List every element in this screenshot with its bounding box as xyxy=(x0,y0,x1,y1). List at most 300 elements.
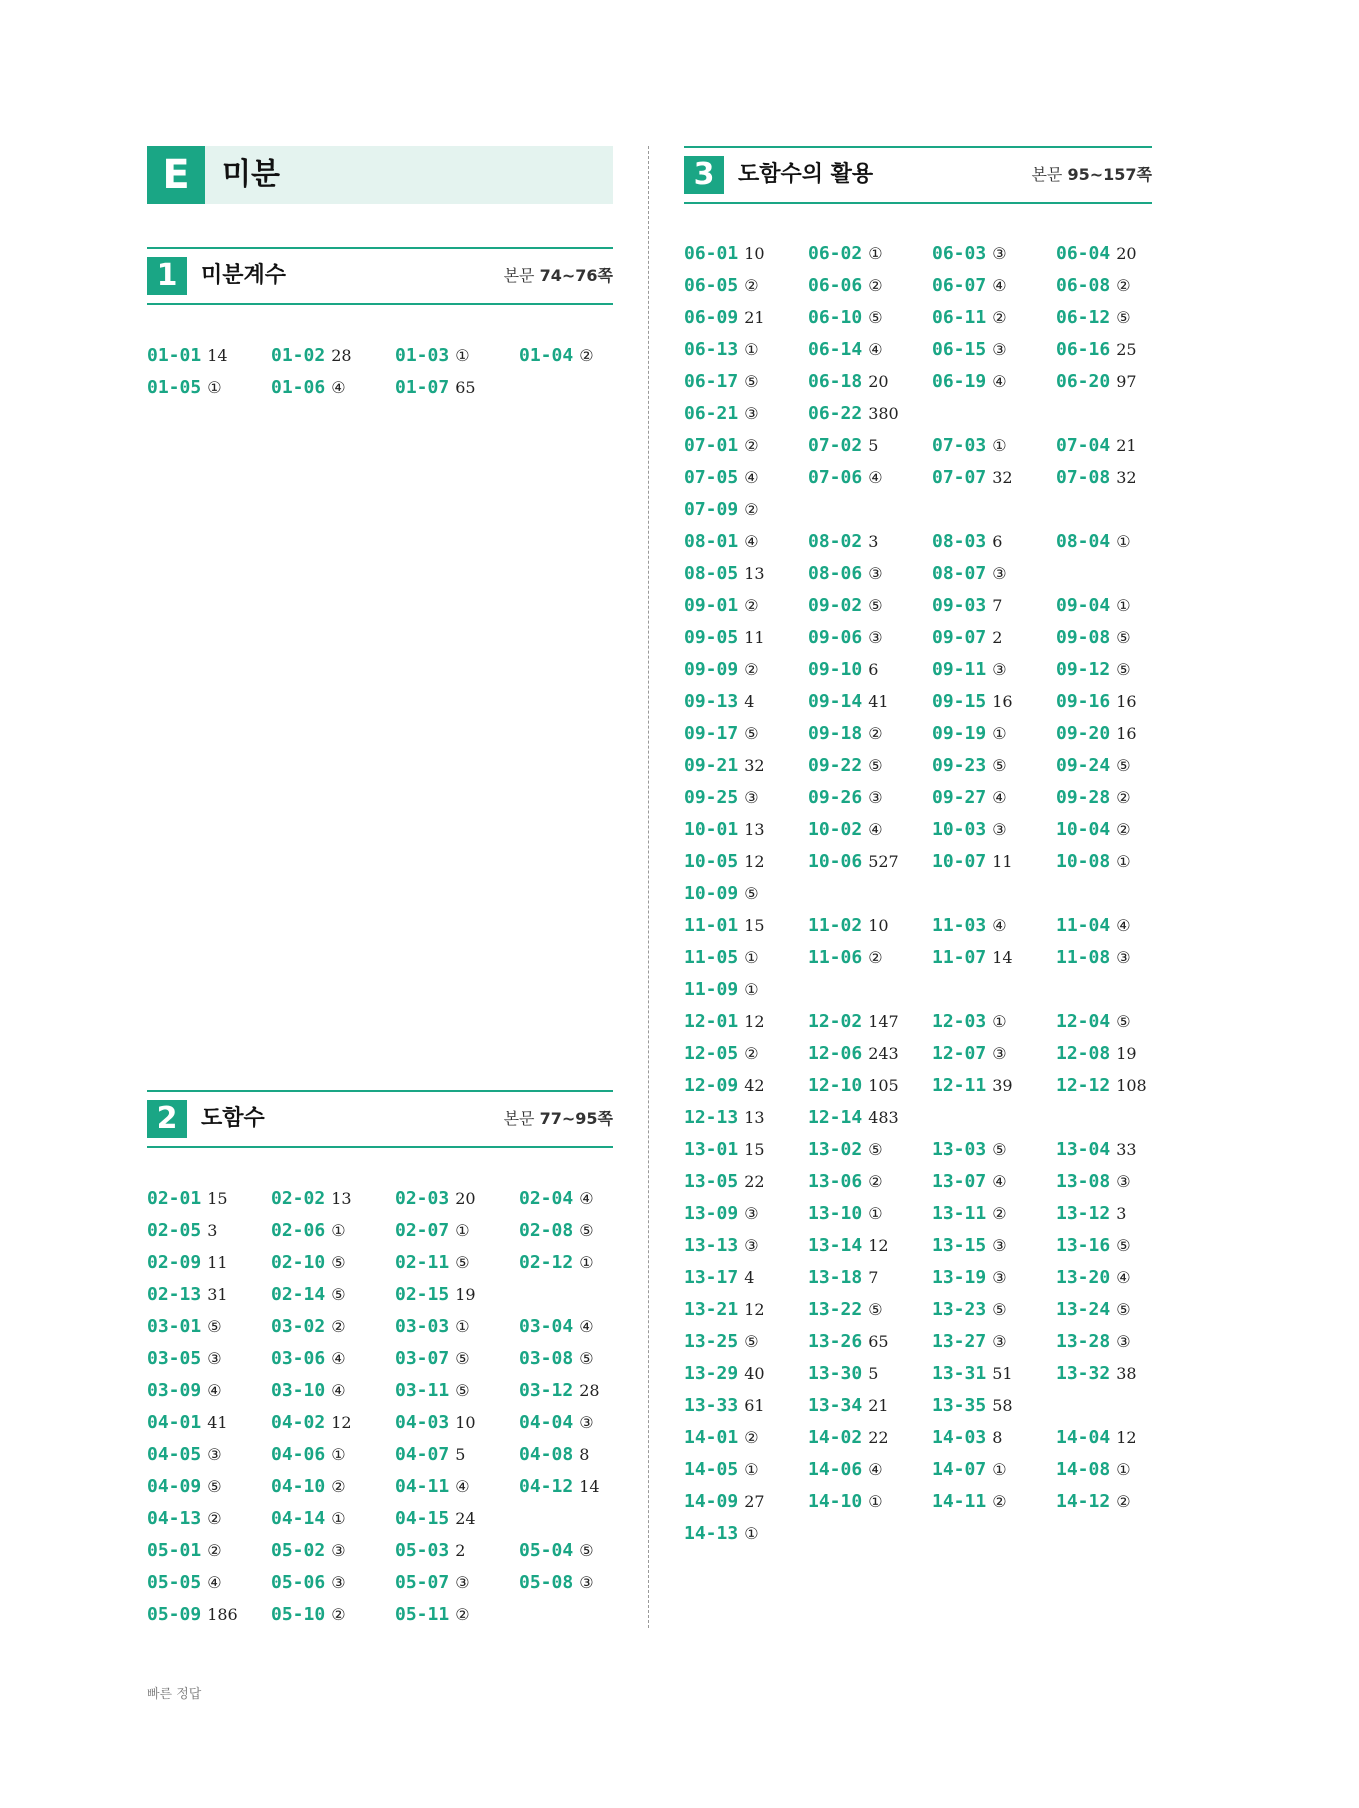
answer-value: 58 xyxy=(992,1396,1013,1415)
answer-item xyxy=(932,1486,1056,1518)
answer-item xyxy=(684,270,808,302)
answer-value: 22 xyxy=(744,1172,765,1191)
problem-number: 04-14 xyxy=(271,1508,326,1529)
problem-number: 12-03 xyxy=(932,1011,987,1032)
problem-number: 02-05 xyxy=(147,1220,202,1241)
answer-value: 65 xyxy=(868,1332,889,1351)
answer-item xyxy=(147,372,271,404)
answer-value: ② xyxy=(992,1204,1007,1223)
problem-number: 08-03 xyxy=(932,531,987,552)
answer-value: ① xyxy=(744,1524,759,1543)
problem-number: 02-10 xyxy=(271,1252,326,1273)
answer-item xyxy=(684,398,808,430)
problem-number: 13-14 xyxy=(808,1235,863,1256)
problem-number: 06-11 xyxy=(932,307,987,328)
problem-number: 03-03 xyxy=(395,1316,450,1337)
answer-item xyxy=(684,1326,808,1358)
problem-number: 07-01 xyxy=(684,435,739,456)
problem-number: 09-18 xyxy=(808,723,863,744)
problem-number: 14-13 xyxy=(684,1523,739,1544)
problem-number: 13-34 xyxy=(808,1395,863,1416)
problem-number: 11-09 xyxy=(684,979,739,1000)
answer-item xyxy=(808,430,932,462)
problem-number: 14-04 xyxy=(1056,1427,1111,1448)
answer-value: ② xyxy=(1116,820,1131,839)
section-title: 도함수 xyxy=(201,1106,265,1131)
answer-item xyxy=(932,782,1056,814)
answer-item xyxy=(1056,1454,1180,1486)
answer-value: ② xyxy=(744,1044,759,1063)
answer-value: ⑤ xyxy=(868,308,883,327)
answer-item xyxy=(147,1215,271,1247)
answer-item xyxy=(1056,1166,1180,1198)
answer-item xyxy=(684,1294,808,1326)
answer-value: 11 xyxy=(744,628,765,647)
problem-number: 02-08 xyxy=(519,1220,574,1241)
problem-number: 09-09 xyxy=(684,659,739,680)
answer-value: 108 xyxy=(1116,1076,1147,1095)
problem-number: 02-12 xyxy=(519,1252,574,1273)
answer-value: 21 xyxy=(868,1396,889,1415)
answer-item xyxy=(808,654,932,686)
answer-value: ④ xyxy=(744,532,759,551)
problem-number: 03-09 xyxy=(147,1380,202,1401)
answer-value: ② xyxy=(207,1541,222,1560)
answer-item xyxy=(1056,622,1180,654)
problem-number: 02-09 xyxy=(147,1252,202,1273)
answer-value: ③ xyxy=(579,1413,594,1432)
problem-number: 09-15 xyxy=(932,691,987,712)
answer-item xyxy=(1056,654,1180,686)
problem-number: 14-06 xyxy=(808,1459,863,1480)
answer-item xyxy=(147,1535,271,1567)
problem-number: 13-07 xyxy=(932,1171,987,1192)
problem-number: 14-12 xyxy=(1056,1491,1111,1512)
answer-value: ⑤ xyxy=(744,372,759,391)
problem-number: 03-07 xyxy=(395,1348,450,1369)
answer-item xyxy=(1056,1134,1180,1166)
section-number: 2 xyxy=(147,1100,187,1138)
problem-number: 10-07 xyxy=(932,851,987,872)
answer-item xyxy=(395,1407,519,1439)
answer-item xyxy=(395,1535,519,1567)
answer-item xyxy=(1056,526,1180,558)
problem-number: 13-02 xyxy=(808,1139,863,1160)
answer-item xyxy=(932,1358,1056,1390)
answer-value: ④ xyxy=(455,1477,470,1496)
answer-value: 6 xyxy=(868,660,879,679)
answer-value: ③ xyxy=(744,404,759,423)
problem-number: 10-08 xyxy=(1056,851,1111,872)
answer-value: 25 xyxy=(1116,340,1137,359)
answer-item xyxy=(808,1486,932,1518)
answer-value: ⑤ xyxy=(868,596,883,615)
problem-number: 13-08 xyxy=(1056,1171,1111,1192)
answer-item xyxy=(808,270,932,302)
answer-value: ⑤ xyxy=(579,1541,594,1560)
answer-item xyxy=(684,718,808,750)
answer-value: ⑤ xyxy=(744,724,759,743)
answer-item xyxy=(808,878,932,910)
problem-number: 09-16 xyxy=(1056,691,1111,712)
problem-number: 09-14 xyxy=(808,691,863,712)
answer-value: ① xyxy=(744,1460,759,1479)
answer-item xyxy=(684,1486,808,1518)
answer-value: ① xyxy=(744,340,759,359)
answer-value: ① xyxy=(992,436,1007,455)
problem-number: 13-06 xyxy=(808,1171,863,1192)
answer-item xyxy=(808,462,932,494)
answer-value: 20 xyxy=(1116,244,1137,263)
answer-value: ⑤ xyxy=(992,1140,1007,1159)
problem-number: 13-22 xyxy=(808,1299,863,1320)
answer-item xyxy=(808,1166,932,1198)
answer-item xyxy=(1056,974,1180,1006)
answer-item xyxy=(147,1247,271,1279)
answer-value: ⑤ xyxy=(1116,660,1131,679)
problem-number: 06-07 xyxy=(932,275,987,296)
answer-item xyxy=(1056,814,1180,846)
answer-item xyxy=(932,238,1056,270)
problem-number: 11-05 xyxy=(684,947,739,968)
answer-item xyxy=(684,814,808,846)
problem-number: 12-08 xyxy=(1056,1043,1111,1064)
problem-number: 07-05 xyxy=(684,467,739,488)
problem-number: 04-03 xyxy=(395,1412,450,1433)
problem-number: 10-01 xyxy=(684,819,739,840)
section-title: 미분계수 xyxy=(201,263,287,288)
answer-item xyxy=(1056,1358,1180,1390)
answer-item xyxy=(684,590,808,622)
answer-value: ① xyxy=(744,980,759,999)
answer-item xyxy=(519,1439,643,1471)
answer-value: 22 xyxy=(868,1428,889,1447)
answer-value: ⑤ xyxy=(1116,1236,1131,1255)
answer-value: ⑤ xyxy=(331,1285,346,1304)
problem-number: 09-19 xyxy=(932,723,987,744)
problem-number: 01-05 xyxy=(147,377,202,398)
answer-item xyxy=(1056,718,1180,750)
problem-number: 12-10 xyxy=(808,1075,863,1096)
answer-item xyxy=(684,430,808,462)
answer-item xyxy=(932,1102,1056,1134)
answer-value: 19 xyxy=(1116,1044,1137,1063)
answer-value: 41 xyxy=(207,1413,228,1432)
answer-item xyxy=(147,1407,271,1439)
answer-item xyxy=(932,1038,1056,1070)
answer-item xyxy=(519,1311,643,1343)
problem-number: 10-06 xyxy=(808,851,863,872)
problem-number: 02-02 xyxy=(271,1188,326,1209)
answer-item xyxy=(1056,686,1180,718)
answer-value: 21 xyxy=(744,308,765,327)
answer-value: ⑤ xyxy=(1116,628,1131,647)
problem-number: 13-19 xyxy=(932,1267,987,1288)
problem-number: 12-14 xyxy=(808,1107,863,1128)
problem-number: 14-09 xyxy=(684,1491,739,1512)
problem-number: 13-26 xyxy=(808,1331,863,1352)
problem-number: 12-06 xyxy=(808,1043,863,1064)
answer-value: ⑤ xyxy=(455,1381,470,1400)
answer-item xyxy=(147,1567,271,1599)
problem-number: 09-23 xyxy=(932,755,987,776)
answer-item xyxy=(147,1503,271,1535)
answer-item xyxy=(519,1279,643,1311)
answer-value: ① xyxy=(455,346,470,365)
answer-item xyxy=(808,1454,932,1486)
answer-item xyxy=(1056,494,1180,526)
answer-value: ④ xyxy=(1116,916,1131,935)
problem-number: 09-08 xyxy=(1056,627,1111,648)
problem-number: 03-02 xyxy=(271,1316,326,1337)
answer-item xyxy=(684,878,808,910)
answer-item xyxy=(932,814,1056,846)
answer-value: 13 xyxy=(744,820,765,839)
problem-number: 11-08 xyxy=(1056,947,1111,968)
answer-item xyxy=(684,1358,808,1390)
answer-value: ① xyxy=(455,1317,470,1336)
answer-item xyxy=(808,238,932,270)
answer-item xyxy=(808,1134,932,1166)
answer-value: ③ xyxy=(992,1332,1007,1351)
answer-value: ② xyxy=(992,1492,1007,1511)
answer-item xyxy=(1056,1422,1180,1454)
answer-item xyxy=(684,1230,808,1262)
section-2-header xyxy=(147,1090,613,1148)
answer-item xyxy=(808,942,932,974)
answer-item xyxy=(147,1599,271,1631)
answer-value: 28 xyxy=(579,1381,600,1400)
problem-number: 13-04 xyxy=(1056,1139,1111,1160)
answer-value: 32 xyxy=(744,756,765,775)
answer-value: ③ xyxy=(579,1573,594,1592)
problem-number: 03-06 xyxy=(271,1348,326,1369)
problem-number: 08-05 xyxy=(684,563,739,584)
answer-value: 7 xyxy=(868,1268,879,1287)
answer-value: ⑤ xyxy=(207,1477,222,1496)
problem-number: 07-04 xyxy=(1056,435,1111,456)
answer-item xyxy=(684,1166,808,1198)
answer-item xyxy=(808,1326,932,1358)
answer-value: 5 xyxy=(868,1364,879,1383)
answer-value: ⑤ xyxy=(579,1221,594,1240)
answer-value: 4 xyxy=(744,1268,755,1287)
answer-value: 12 xyxy=(1116,1428,1137,1447)
answer-value: 24 xyxy=(455,1509,476,1528)
answer-item xyxy=(932,1262,1056,1294)
problem-number: 08-02 xyxy=(808,531,863,552)
answer-value: ② xyxy=(1116,788,1131,807)
problem-number: 03-01 xyxy=(147,1316,202,1337)
answer-value: ④ xyxy=(992,276,1007,295)
answer-item xyxy=(932,1006,1056,1038)
answer-value: ③ xyxy=(992,1044,1007,1063)
problem-number: 07-09 xyxy=(684,499,739,520)
answer-item xyxy=(1056,1390,1180,1422)
answer-value: ② xyxy=(207,1509,222,1528)
answer-value: ③ xyxy=(992,244,1007,263)
answer-value: 5 xyxy=(455,1445,466,1464)
answer-item xyxy=(808,1358,932,1390)
answer-value: 10 xyxy=(455,1413,476,1432)
answer-item xyxy=(684,1262,808,1294)
problem-number: 02-03 xyxy=(395,1188,450,1209)
problem-number: 06-18 xyxy=(808,371,863,392)
problem-number: 05-07 xyxy=(395,1572,450,1593)
answer-value: ① xyxy=(992,724,1007,743)
problem-number: 14-11 xyxy=(932,1491,987,1512)
answer-value: ② xyxy=(744,660,759,679)
problem-number: 07-03 xyxy=(932,435,987,456)
answer-item xyxy=(271,1503,395,1535)
answer-value: ④ xyxy=(207,1573,222,1592)
answer-value: ② xyxy=(992,308,1007,327)
answer-value: 15 xyxy=(207,1189,228,1208)
answer-value: ③ xyxy=(992,820,1007,839)
problem-number: 05-08 xyxy=(519,1572,574,1593)
answer-item xyxy=(808,1006,932,1038)
answer-value: ② xyxy=(868,948,883,967)
problem-number: 06-12 xyxy=(1056,307,1111,328)
answer-item xyxy=(271,1407,395,1439)
answer-value: ① xyxy=(1116,596,1131,615)
problem-number: 04-02 xyxy=(271,1412,326,1433)
answer-value: ⑤ xyxy=(1116,1300,1131,1319)
answer-value: ① xyxy=(207,378,222,397)
answer-value: ② xyxy=(1116,276,1131,295)
answer-value: 20 xyxy=(868,372,889,391)
answer-value: 15 xyxy=(744,916,765,935)
answer-value: ⑤ xyxy=(455,1253,470,1272)
answer-value: 13 xyxy=(744,564,765,583)
answer-value: ④ xyxy=(331,1381,346,1400)
answer-item xyxy=(1056,942,1180,974)
answer-item xyxy=(271,1247,395,1279)
problem-number: 05-02 xyxy=(271,1540,326,1561)
answer-item xyxy=(519,1407,643,1439)
answer-value: ① xyxy=(1116,1460,1131,1479)
answer-value: 27 xyxy=(744,1492,765,1511)
problem-number: 06-21 xyxy=(684,403,739,424)
answer-item xyxy=(147,1343,271,1375)
problem-number: 13-35 xyxy=(932,1395,987,1416)
answer-item xyxy=(684,1070,808,1102)
answer-value: ② xyxy=(868,1172,883,1191)
section-1-header xyxy=(147,247,613,305)
answer-item xyxy=(395,1247,519,1279)
answer-item xyxy=(932,302,1056,334)
problem-number: 09-13 xyxy=(684,691,739,712)
answer-item xyxy=(1056,558,1180,590)
problem-number: 13-29 xyxy=(684,1363,739,1384)
problem-number: 09-27 xyxy=(932,787,987,808)
answer-value: ⑤ xyxy=(1116,1012,1131,1031)
answer-item xyxy=(932,462,1056,494)
problem-number: 09-03 xyxy=(932,595,987,616)
answer-value: 105 xyxy=(868,1076,899,1095)
answer-value: 16 xyxy=(1116,724,1137,743)
answer-item xyxy=(684,1198,808,1230)
answer-value: 61 xyxy=(744,1396,765,1415)
answer-value: ④ xyxy=(992,1172,1007,1191)
answer-value: ⑤ xyxy=(207,1317,222,1336)
problem-number: 12-13 xyxy=(684,1107,739,1128)
answer-item xyxy=(932,910,1056,942)
answer-item xyxy=(1056,590,1180,622)
problem-number: 09-05 xyxy=(684,627,739,648)
answer-value: ① xyxy=(992,1460,1007,1479)
problem-number: 01-07 xyxy=(395,377,450,398)
answer-item xyxy=(684,526,808,558)
problem-number: 13-28 xyxy=(1056,1331,1111,1352)
answer-item xyxy=(395,1439,519,1471)
answer-item xyxy=(932,718,1056,750)
problem-number: 03-12 xyxy=(519,1380,574,1401)
answer-value: ④ xyxy=(868,1460,883,1479)
problem-number: 06-15 xyxy=(932,339,987,360)
answer-item xyxy=(395,1567,519,1599)
problem-number: 09-17 xyxy=(684,723,739,744)
problem-number: 06-09 xyxy=(684,307,739,328)
answer-value: 5 xyxy=(868,436,879,455)
problem-number: 01-04 xyxy=(519,345,574,366)
answer-value: 14 xyxy=(207,346,228,365)
answer-value: ① xyxy=(579,1253,594,1272)
problem-number: 05-06 xyxy=(271,1572,326,1593)
problem-number: 12-02 xyxy=(808,1011,863,1032)
answer-item xyxy=(684,494,808,526)
page-footer: 빠른 정답 xyxy=(147,1687,202,1702)
answer-item xyxy=(808,686,932,718)
answer-item xyxy=(1056,1294,1180,1326)
answer-value: 31 xyxy=(207,1285,228,1304)
answer-item xyxy=(932,558,1056,590)
answer-value: ① xyxy=(331,1509,346,1528)
answer-value: ② xyxy=(331,1605,346,1624)
answer-value: 12 xyxy=(744,1012,765,1031)
answer-item xyxy=(395,1503,519,1535)
answer-value: ③ xyxy=(744,788,759,807)
section-number: 1 xyxy=(147,257,187,295)
problem-number: 09-22 xyxy=(808,755,863,776)
answer-item xyxy=(1056,782,1180,814)
problem-number: 13-09 xyxy=(684,1203,739,1224)
answer-item xyxy=(1056,398,1180,430)
problem-number: 06-22 xyxy=(808,403,863,424)
problem-number: 05-04 xyxy=(519,1540,574,1561)
chapter-banner xyxy=(147,146,613,204)
problem-number: 09-10 xyxy=(808,659,863,680)
answer-value: ② xyxy=(868,276,883,295)
answer-value: 40 xyxy=(744,1364,765,1383)
problem-number: 06-05 xyxy=(684,275,739,296)
answer-item xyxy=(808,622,932,654)
answer-value: ③ xyxy=(868,628,883,647)
answer-item xyxy=(684,910,808,942)
problem-number: 14-07 xyxy=(932,1459,987,1480)
problem-number: 13-11 xyxy=(932,1203,987,1224)
answer-item xyxy=(808,1038,932,1070)
problem-number: 14-01 xyxy=(684,1427,739,1448)
answer-item xyxy=(932,430,1056,462)
answer-value: ④ xyxy=(579,1189,594,1208)
problem-number: 04-09 xyxy=(147,1476,202,1497)
answer-value: 21 xyxy=(1116,436,1137,455)
answer-value: ④ xyxy=(868,468,883,487)
answer-value: 16 xyxy=(992,692,1013,711)
problem-number: 12-04 xyxy=(1056,1011,1111,1032)
answer-value: ② xyxy=(455,1605,470,1624)
